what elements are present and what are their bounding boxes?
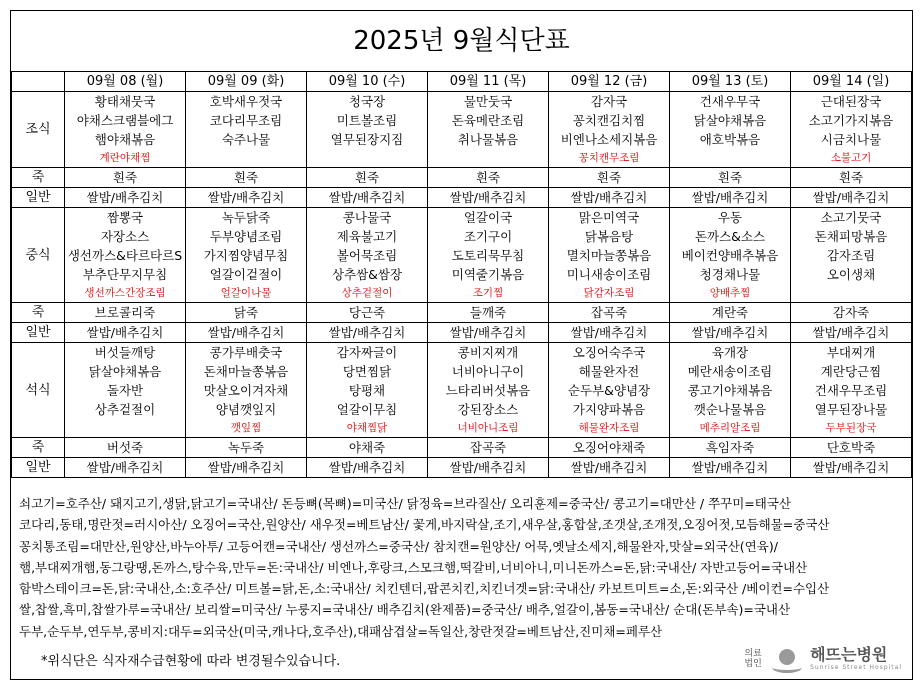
menu-item: 순두부&양념장 [567,383,651,398]
special-diet-item: 양배추찜 [709,287,751,299]
general-item: 쌀밥/배추김치 [549,323,670,343]
menu-item: 콩비지찌개 [457,345,519,360]
menu-item: 열무된장지짐 [330,132,404,147]
lunch-label: 중식 [12,208,65,303]
menu-item: 닭볶음탕 [584,229,634,244]
menu-item: 계란당근찜 [820,364,882,379]
general-item: 쌀밥/배추김치 [307,458,428,478]
general-item: 쌀밥/배추김치 [670,323,791,343]
general-item: 쌀밥/배추김치 [670,458,791,478]
porridge-item: 들깨죽 [428,303,549,323]
menu-item: 제육불고기 [336,229,398,244]
day-header: 09월 11 (목) [428,72,549,92]
lunch-cell [428,208,549,303]
origin-note-line: 꽁치통조림=대만산,원양산,바누아투/ 고등어캔=국내산/ 생선까스=중국산/ 참치캔=원양산/ 어묵,옛날소세지,해물완자,맛살=외국산(연육)/ [19,538,778,554]
origin-note-line: 햄,부대찌개햄,동그랑땡,돈까스,탕수육,만두=돈:국내산/ 비엔나,후랑크,스모크햄,떡갈비,너비아니,미니돈까스=돈,닭:국내산/ 자반고등어=국내산 [19,559,808,575]
lunch-cell [670,208,791,303]
origin-note-line: 쌀,찹쌀,흑미,찹쌀가루=국내산/ 보리쌀=미국산/ 누룽지=국내산/ 배추김치(완제품)=중국산/ 배추,얼갈이,봄동=국내산/ 순대(돈부속)=국내산 [19,602,791,618]
menu-item: 두부양념조림 [209,229,283,244]
special-diet-item: 닭감자조림 [583,287,635,299]
menu-item: 미트볼조림 [336,113,398,128]
menu-item: 미역줄기볶음 [451,267,525,282]
day-header: 09월 08 (월) [65,72,186,92]
menu-item: 꽁치캔김치찜 [572,113,646,128]
porridge-item: 흰죽 [428,168,549,188]
origin-note-line: 함박스테이크=돈,닭:국내산,소:호주산/ 미트볼=닭,돈,소:국내산/ 치킨텐더,팝콘치킨,치킨너겟=닭:국내산/ 카보트미트=소,돈:외국산 /베이컨=수입산 [19,581,830,597]
breakfast-label: 조식 [12,92,65,168]
logo-name: 해뜨는병원 [810,645,888,664]
special-diet-item: 생선까스간장조림 [84,287,166,299]
menu-item: 소고기뭇국 [820,210,882,225]
day-header: 09월 09 (화) [186,72,307,92]
origin-notes [19,493,909,642]
porridge-label: 죽 [12,168,65,188]
general-item: 쌀밥/배추김치 [307,323,428,343]
hospital-logo [742,643,902,675]
general-item: 쌀밥/배추김치 [670,188,791,208]
menu-item: 청경채나물 [699,267,761,282]
special-diet-item [65,419,185,437]
menu-item: 오징어숙주국 [572,345,646,360]
menu-item: 미니새송이조림 [566,267,652,282]
menu-item: 맑은미역국 [578,210,640,225]
lunch-porridge-row [12,303,912,323]
dinner-cell [670,343,791,438]
lunch-cell [549,208,670,303]
porridge-item: 흑임자죽 [670,438,791,458]
general-item: 쌀밥/배추김치 [549,188,670,208]
menu-item: 열무된장나물 [814,402,888,417]
breakfast-cell [670,92,791,168]
lunch-row [12,208,912,303]
dinner-label: 석식 [12,343,65,438]
general-item: 쌀밥/배추김치 [428,458,549,478]
breakfast-cell [428,92,549,168]
dinner-cell [307,343,428,438]
menu-item: 맛살오이겨자채 [203,383,289,398]
special-diet-item: 너비아니조림 [457,422,519,434]
general-item: 쌀밥/배추김치 [65,458,186,478]
menu-item: 돌자반 [106,383,144,398]
menu-item: 당면찜닭 [342,364,392,379]
porridge-item: 단호박죽 [791,438,912,458]
menu-item: 육개장 [711,345,749,360]
menu-item: 야채스크램블에그 [76,113,174,128]
special-diet-item: 해물완자조림 [578,422,640,434]
origin-note-line: 코다리,동태,명란젓=러시아산/ 오징어=국산,원양산/ 새우젓=베트남산/ 꽃게,바지락살,조기,새우살,홍합살,조갯살,조개젓,오징어젓,모듬해물=중국산 [19,517,830,533]
menu-item: 돈까스&소스 [694,229,766,244]
lunch-cell [65,208,186,303]
menu-item: 감자국 [590,94,628,109]
menu-item: 닭살야채볶음 [88,364,162,379]
menu-item: 해물완자전 [578,364,640,379]
porridge-item: 잡곡죽 [428,438,549,458]
general-label: 일반 [12,323,65,343]
menu-item: 시금치나물 [820,132,882,147]
sunrise-icon [770,646,804,672]
menu-item: 취나물볶음 [457,132,519,147]
logo-subtitle: Sunrise Street Hospital [810,664,902,671]
menu-item: 버섯들깨탕 [94,345,156,360]
breakfast-general-row [12,188,912,208]
general-item: 쌀밥/배추김치 [65,323,186,343]
menu-item: 감자조림 [826,248,876,263]
general-item: 쌀밥/배추김치 [791,188,912,208]
special-diet-item: 소불고기 [830,152,872,164]
dinner-cell [186,343,307,438]
porridge-label: 죽 [12,303,65,323]
menu-item: 메란새송이조림 [687,364,773,379]
special-diet-item [307,149,427,167]
special-diet-item: 조기찜 [472,287,504,299]
menu-item: 상추쌈&쌈장 [331,267,403,282]
day-header: 09월 10 (수) [307,72,428,92]
menu-sheet [10,10,913,680]
menu-item: 얼갈이국 [463,210,513,225]
porridge-item: 흰죽 [186,168,307,188]
dinner-cell [65,343,186,438]
menu-item: 애호박볶음 [699,132,761,147]
general-item: 쌀밥/배추김치 [791,323,912,343]
menu-item: 코다리무조림 [209,113,283,128]
menu-item: 멸치마늘쫑볶음 [566,248,652,263]
menu-item: 자장소스 [100,229,150,244]
menu-item: 청국장 [348,94,386,109]
menu-item: 가지찜양념무침 [203,248,289,263]
menu-item: 돈채마늘쫑볶음 [203,364,289,379]
menu-item: 오이생채 [826,267,876,282]
porridge-item: 버섯죽 [65,438,186,458]
breakfast-porridge-row [12,168,912,188]
menu-item: 햄야채볶음 [94,132,156,147]
menu-item: 조기구이 [463,229,513,244]
general-label: 일반 [12,458,65,478]
special-diet-item: 꽁치캔무조림 [578,152,640,164]
special-diet-item: 두부된장국 [825,422,877,434]
day-header: 09월 14 (일) [791,72,912,92]
special-diet-item: 야채찜닭 [346,422,388,434]
menu-item: 부추단무지무침 [82,267,168,282]
menu-item: 상추겉절이 [94,402,156,417]
menu-item: 강된장소스 [457,402,519,417]
menu-item: 깻순나물볶음 [693,402,767,417]
dinner-cell [428,343,549,438]
porridge-item: 잡곡죽 [549,303,670,323]
menu-item: 짬뽕국 [106,210,144,225]
breakfast-cell [186,92,307,168]
dinner-porridge-row [12,438,912,458]
menu-item: 건새우무국 [699,94,761,109]
menu-item: 소고기가지볶음 [808,113,894,128]
general-item: 쌀밥/배추김치 [307,188,428,208]
breakfast-cell [65,92,186,168]
porridge-item: 녹두죽 [186,438,307,458]
special-diet-item [186,149,306,167]
menu-item: 탕평채 [348,383,386,398]
breakfast-cell [791,92,912,168]
menu-item: 콩가루배춧국 [209,345,283,360]
breakfast-cell [307,92,428,168]
menu-item: 얼갈이겉절이 [209,267,283,282]
corner-cell [12,72,65,92]
lunch-cell [307,208,428,303]
porridge-item: 흰죽 [65,168,186,188]
menu-item: 도토리묵무침 [451,248,525,263]
special-diet-item: 깻잎찜 [230,422,262,434]
menu-item: 우동 [717,210,743,225]
general-label: 일반 [12,188,65,208]
general-item: 쌀밥/배추김치 [65,188,186,208]
porridge-item: 닭죽 [186,303,307,323]
breakfast-cell [549,92,670,168]
menu-item: 건새우무조림 [814,383,888,398]
porridge-item: 당근죽 [307,303,428,323]
porridge-item: 흰죽 [791,168,912,188]
menu-item: 얼갈이무침 [336,402,398,417]
general-item: 쌀밥/배추김치 [791,458,912,478]
porridge-label: 죽 [12,438,65,458]
dinner-cell [791,343,912,438]
page-title: 2025년 9월식단표 [353,26,570,56]
menu-item: 감자짜글이 [336,345,398,360]
general-item: 쌀밥/배추김치 [549,458,670,478]
special-diet-item [428,149,548,167]
special-diet-item [791,284,911,302]
day-header: 09월 12 (금) [549,72,670,92]
menu-item: 물만둣국 [463,94,513,109]
special-diet-item: 계란야채찜 [99,152,151,164]
menu-item: 녹두닭죽 [221,210,271,225]
day-header-row [12,72,912,92]
day-header: 09월 13 (토) [670,72,791,92]
special-diet-item: 메추리알조림 [699,422,761,434]
menu-item: 양념깻잎지 [215,402,277,417]
menu-item: 베이컨양배추볶음 [681,248,779,263]
menu-item: 너비아니구이 [451,364,525,379]
origin-note-line: 쇠고기=호주산/ 돼지고기,생닭,닭고기=국내산/ 돈등뼈(목뼈)=미국산/ 닭정육=브라질산/ 오리훈제=중국산/ 콩고기=대만산 / 쭈꾸미=태국산 [19,496,791,511]
porridge-item: 감자죽 [791,303,912,323]
menu-item: 호박새우젓국 [209,94,283,109]
menu-item: 닭살야채볶음 [693,113,767,128]
origin-note-line: 두부,순두부,연두부,콩비지:대두=외국산(미국,캐나다,호주산),대패삼겹살=독일산,창란젓갈=베트남산,진미채=페루산 [19,623,663,639]
menu-item: 콩나물국 [342,210,392,225]
porridge-item: 오징어야채죽 [549,438,670,458]
porridge-item: 흰죽 [549,168,670,188]
menu-item: 숙주나물 [221,132,271,147]
dinner-cell [549,343,670,438]
menu-item: 돈육메란조림 [451,113,525,128]
menu-item: 황태채뭇국 [94,94,156,109]
menu-item: 돈채피망볶음 [814,229,888,244]
lunch-cell [791,208,912,303]
general-item: 쌀밥/배추김치 [186,323,307,343]
dinner-row [12,343,912,438]
menu-table [11,71,912,478]
general-item: 쌀밥/배추김치 [186,188,307,208]
porridge-item: 흰죽 [307,168,428,188]
menu-item: 볼어묵조림 [336,248,398,263]
general-item: 쌀밥/배추김치 [428,188,549,208]
general-item: 쌀밥/배추김치 [428,323,549,343]
porridge-item: 브로콜리죽 [65,303,186,323]
porridge-item: 야채죽 [307,438,428,458]
porridge-item: 흰죽 [670,168,791,188]
breakfast-row [12,92,912,168]
footnote: *위식단은 식자재수급현황에 따라 변경될수있습니다. [41,654,341,669]
menu-item: 근대된장국 [820,94,882,109]
menu-item: 느타리버섯볶음 [445,383,531,398]
menu-item: 부대찌개 [826,345,876,360]
menu-item: 가지양파볶음 [572,402,646,417]
porridge-item: 계란죽 [670,303,791,323]
dinner-general-row [12,458,912,478]
special-diet-item [670,149,790,167]
menu-item: 비엔나소세지볶음 [560,132,658,147]
menu-item: 콩고기야채볶음 [687,383,773,398]
special-diet-item: 얼갈이나물 [220,287,272,299]
lunch-cell [186,208,307,303]
general-item: 쌀밥/배추김치 [186,458,307,478]
special-diet-item: 상추겉절이 [341,287,393,299]
menu-item: 생선까스&타르타르S [67,248,183,263]
lunch-general-row [12,323,912,343]
logo-prefix: 의료법인 [744,649,762,669]
